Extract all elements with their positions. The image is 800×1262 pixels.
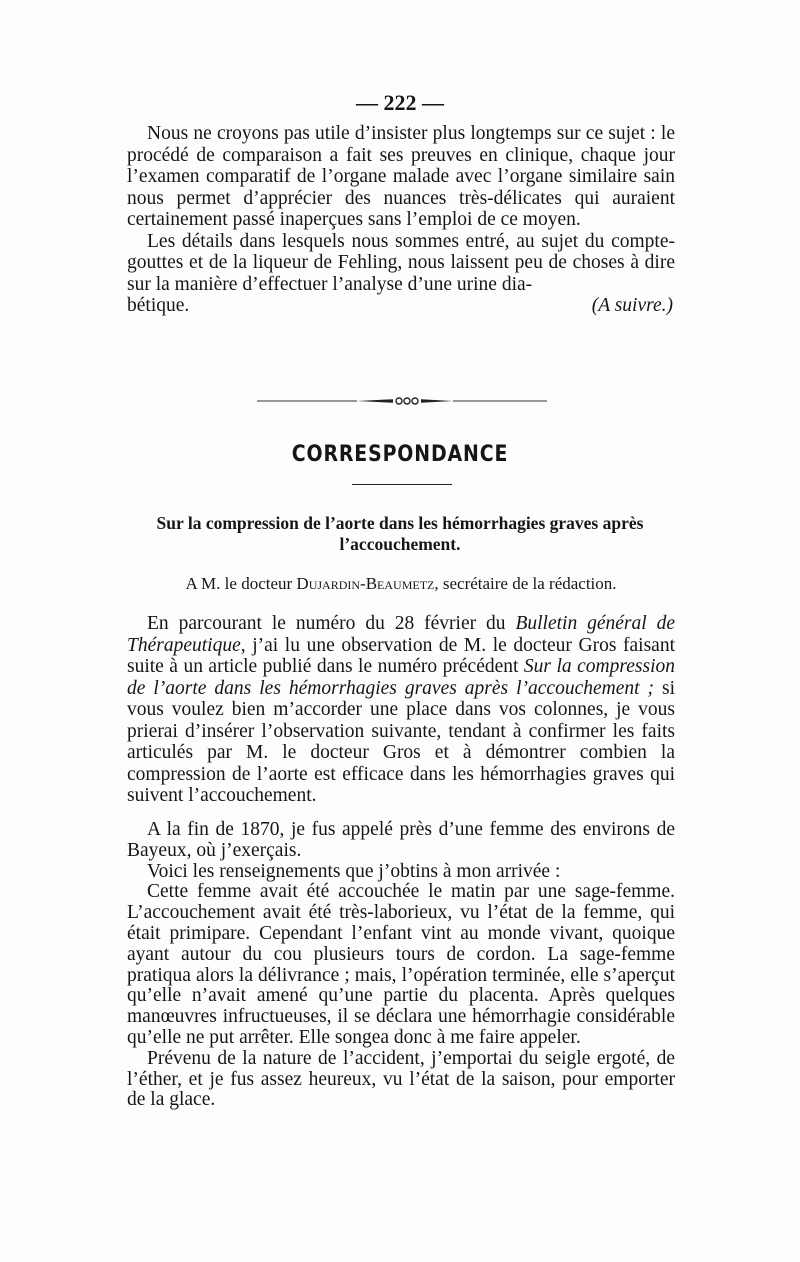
letter-text-2: , j’ai lu une observation de M. le docteur Gros faisant suite à un article publié dans le numéro précédent bbox=[127, 634, 675, 677]
address-name: Dujardin-Beaumetz bbox=[296, 574, 435, 593]
letter-title: Sur la compression de l’aorte dans les hémorrhagies graves après l’accouchement. bbox=[156, 513, 644, 554]
closing-line bbox=[127, 295, 675, 317]
address-prefix: A M. le docteur bbox=[185, 574, 293, 593]
observation-paragraph: Cette femme avait été accouchée le matin par une sage-femme. L’accouchement avait été très-laborieux, vu l’état de la femme, qui était primipare. Cependant l’enfant vint au monde vivant, quoique ayant autour du cou plusieurs tours de cordon. La sage-femme pratiqua alors la délivrance ; mais, l’opération terminée, elle s’aperçut qu’elle n’avait amené qu’une partie du placenta. Après quelques manœuvres infructueuses, il se déclara une hémorrhagie considérable qu’elle ne put arrêter. Elle songea donc à me faire appeler. bbox=[127, 881, 675, 1048]
intro-section bbox=[127, 123, 675, 317]
observation-paragraph: Voici les renseignements que j’obtins à mon arrivée : bbox=[147, 860, 561, 882]
closing-paragraph-text: Les détails dans lesquels nous sommes entré, au sujet du compte-gouttes et de la liqueur de Fehling, nous laissent peu de choses à dire sur la manière d’effectuer l’analyse d’une urine dia- bbox=[127, 230, 675, 295]
closing-last-word: bétique. bbox=[127, 295, 190, 316]
observation-paragraph: A la fin de 1870, je fus appelé près d’une femme des environs de Bayeux, où j’exerçais. bbox=[127, 819, 675, 861]
letter-address bbox=[127, 574, 675, 594]
observation-section bbox=[127, 820, 675, 1111]
ornamental-divider bbox=[257, 393, 547, 409]
closing-paragraph bbox=[127, 231, 675, 296]
page-number: — 222 — bbox=[356, 90, 444, 115]
section-heading: CORRESPONDANCE bbox=[291, 442, 509, 467]
article-title: Sur la compression de l’aorte dans les hémorrhagies graves après l’accouchement ; bbox=[127, 656, 675, 699]
letter-paragraph bbox=[127, 613, 675, 807]
intro-paragraph: Nous ne croyons pas utile d’insister plus longtemps sur ce sujet : le procédé de comparaison a fait ses preuves en clinique, chaque jour l’examen comparatif de l’organe malade avec l’organe similaire sain nous permet d’apprécier des nuances très-délicates qui auraient certainement passé inaperçues sans l’emploi de ce moyen. bbox=[127, 123, 675, 230]
heading-rule bbox=[352, 484, 452, 485]
journal-title: Bulletin général de Thérapeutique bbox=[127, 613, 675, 656]
continuation-note: (A suivre.) bbox=[591, 295, 673, 316]
observation-paragraph: Prévenu de la nature de l’accident, j’emportai du seigle ergoté, de l’éther, et je fus assez heureux, vu l’état de la saison, pour emporter de la glace. bbox=[127, 1047, 675, 1111]
letter-text-3: si vous voulez bien m’accorder une place dans vos colonnes, je vous prierai d’insérer l’observation suivante, tendant à confirmer les faits articulés par M. le docteur Gros et à démontrer combien la compression de l’aorte est efficace dans les hémorrhagies graves qui suivent l’accouchement. bbox=[127, 677, 675, 806]
address-suffix: , secrétaire de la rédaction. bbox=[434, 574, 617, 593]
letter-text-1: En parcourant le numéro du 28 février du bbox=[147, 613, 516, 634]
letter-section bbox=[127, 613, 675, 807]
